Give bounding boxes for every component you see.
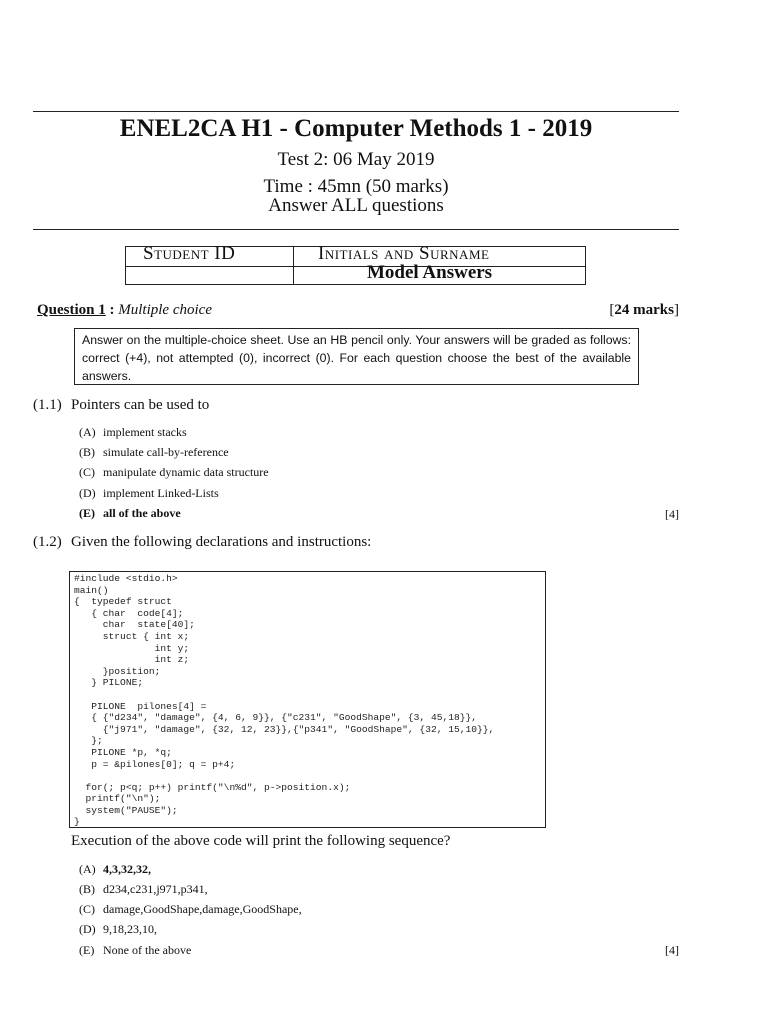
q12-option-c: (C) damage,GoodShape,damage,GoodShape,: [79, 902, 302, 916]
q12-marks: [4]: [665, 943, 679, 957]
q11-option-d: (D) implement Linked-Lists: [79, 486, 219, 500]
bottom-rule: [33, 229, 679, 230]
q11-option-b: (B) simulate call-by-reference: [79, 445, 229, 459]
q11-option-a: (A) implement stacks: [79, 425, 187, 439]
execution-question: Execution of the above code will print the following sequence?: [71, 833, 451, 849]
question1-separator: :: [105, 302, 119, 318]
question1-label: Question 1: [37, 302, 106, 318]
q12-option-b: (B) d234,c231,j971,p341,: [79, 882, 208, 896]
exam-title: ENEL2CA H1 - Computer Methods 1 - 2019: [119, 115, 593, 142]
q12-number: (1.2): [33, 534, 62, 550]
question1-marks: [24 marks]: [609, 302, 679, 318]
q12-option-d: (D) 9,18,23,10,: [79, 922, 157, 936]
q11-marks: [4]: [665, 507, 679, 521]
question1-heading: [37, 302, 212, 319]
test-instructions: Answer ALL questions: [268, 195, 444, 216]
q11-option-c: (C) manipulate dynamic data structure: [79, 465, 269, 479]
question1-type: Multiple choice: [118, 302, 212, 318]
model-answers: Model Answers: [367, 262, 493, 283]
test-date: Test 2: 06 May 2019: [277, 149, 435, 170]
top-rule: [33, 111, 679, 112]
student-info-table: [125, 243, 586, 285]
code-block: #include <stdio.h> main() { typedef struct { char code[4]; char state[40]; struct { int x; int y; int z; }position; } PILONE; PILONE pilones[4] = { {"d234", "damage", {4, 6, 9}}, {"c231", "GoodShape", {3, 45,18}}, {"j971", "damage", {32, 12, 23}},{"p341", "GoodShape", {32, 15,10}}, }; PILONE *p, *q; p = &pilones[0]; q = p+4; for(; p<q; p++) printf("\n%d", p->position.x); printf("\n"); system("PAUSE"); }: [69, 571, 546, 828]
student-id-header: Student ID: [143, 243, 236, 264]
q12-option-e: (E) None of the above: [79, 943, 192, 957]
q11-option-e-correct: (E) all of the above: [79, 506, 181, 520]
instruction-box: Answer on the multiple-choice sheet. Use an HB pencil only. Your answers will be graded as follows: correct (+4), not attempted (0), incorrect (0). For each question choose the best of the available answers.: [74, 328, 639, 385]
q11-text: Pointers can be used to: [71, 397, 210, 413]
q11-number: (1.1): [33, 397, 62, 413]
q12-text: Given the following declarations and instructions:: [71, 534, 372, 550]
test-time: Time : 45mn (50 marks): [263, 176, 449, 197]
q12-option-a-correct: (A) 4,3,32,32,: [79, 862, 151, 876]
name-header: Initials and Surname: [318, 243, 490, 264]
